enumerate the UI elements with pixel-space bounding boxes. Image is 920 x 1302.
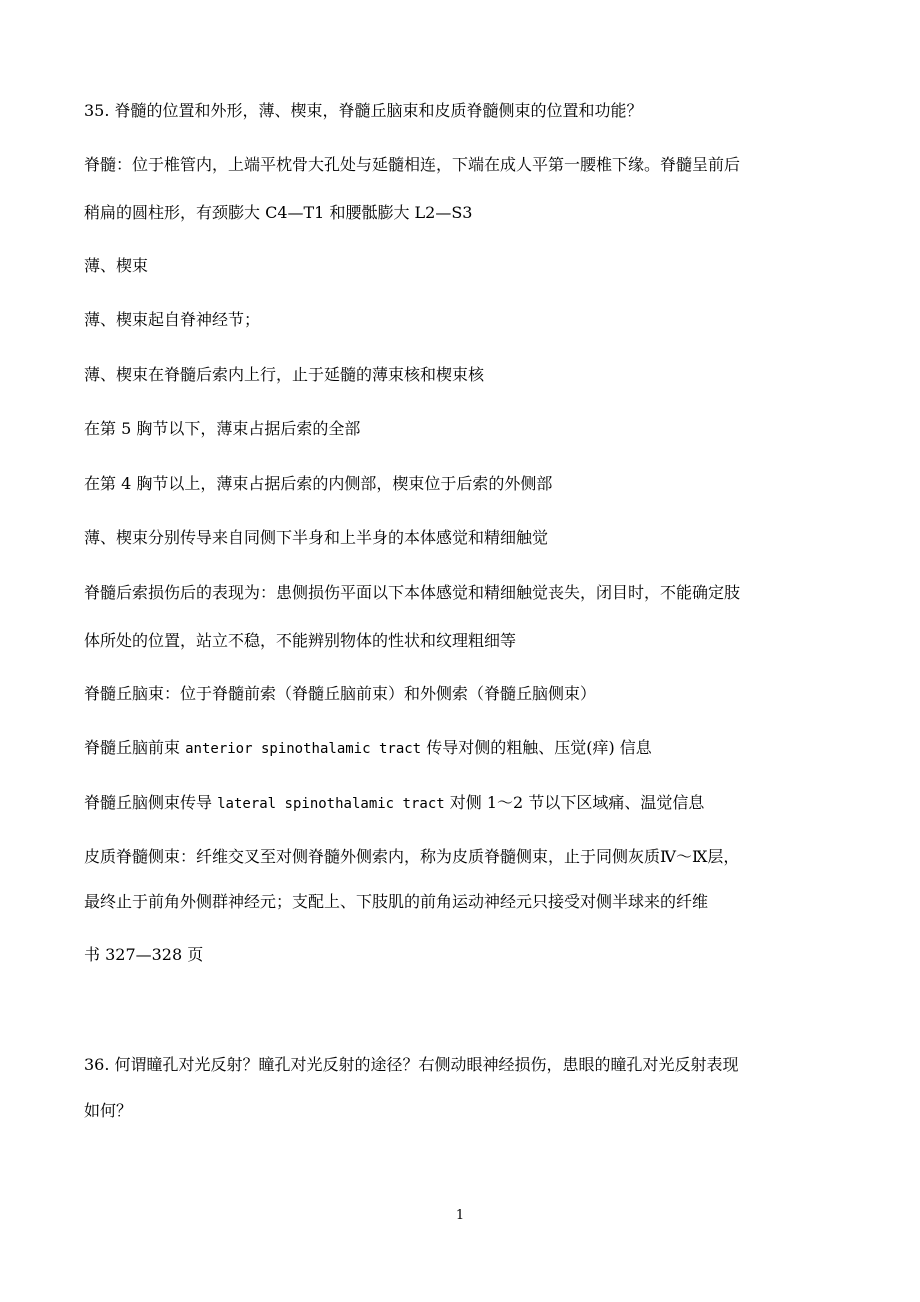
fasciculus-course: 薄、楔束在脊髓后索内上行，止于延髓的薄束核和楔束核 xyxy=(84,365,485,384)
corticospinal-description-line-1: 皮质脊髓侧束：纤维交叉至对侧脊髓外侧索内，称为皮质脊髓侧束，止于同侧灰质Ⅳ～Ⅸ层， xyxy=(84,847,740,866)
lateral-spinothalamic-line xyxy=(84,793,704,814)
textbook-page-reference: 书 327—328 页 xyxy=(84,945,204,964)
anterior-prefix: 脊髓丘脑前束 xyxy=(84,738,181,757)
question-36-title-line-2: 如何？ xyxy=(84,1101,133,1120)
anterior-suffix: 传导对侧的粗触、压觉(痒) 信息 xyxy=(426,738,652,757)
above-t4-note: 在第 4 胸节以上，薄束占据后索的内侧部，楔束位于后索的外侧部 xyxy=(84,474,553,493)
spinal-cord-description-line-2: 稍扁的圆柱形，有颈膨大 C4—T1 和腰骶膨大 L2—S3 xyxy=(84,203,473,222)
question-36-title-line-1: 36. 何谓瞳孔对光反射？瞳孔对光反射的途径？右侧动眼神经损伤，患眼的瞳孔对光反射表现 xyxy=(84,1055,739,1074)
fasciculus-function: 薄、楔束分别传导来自同侧下半身和上半身的本体感觉和精细触觉 xyxy=(84,528,549,547)
page-number: 1 xyxy=(455,1208,465,1223)
spinothalamic-description: 脊髓丘脑束：位于脊髓前索（脊髓丘脑前束）和外侧索（脊髓丘脑侧束） xyxy=(84,684,597,703)
fasciculus-heading: 薄、楔束 xyxy=(84,256,149,275)
lateral-prefix: 脊髓丘脑侧束传导 xyxy=(84,793,213,812)
lesion-description-line-1: 脊髓后索损伤后的表现为：患侧损伤平面以下本体感觉和精细触觉丧失，闭目时，不能确定肢 xyxy=(84,583,741,602)
spinal-cord-description-line-1: 脊髓：位于椎管内，上端平枕骨大孔处与延髓相连，下端在成人平第一腰椎下缘。脊髓呈前后 xyxy=(84,155,741,174)
lesion-description-line-2: 体所处的位置，站立不稳，不能辨别物体的性状和纹理粗细等 xyxy=(84,631,517,650)
fasciculus-origin: 薄、楔束起自脊神经节； xyxy=(84,310,261,329)
below-t5-note: 在第 5 胸节以下，薄束占据后索的全部 xyxy=(84,419,361,438)
lateral-english-term: lateral spinothalamic tract xyxy=(217,796,445,812)
anterior-english-term: anterior spinothalamic tract xyxy=(185,741,422,757)
anterior-spinothalamic-line xyxy=(84,738,652,759)
corticospinal-description-line-2: 最终止于前角外侧群神经元；支配上、下肢肌的前角运动神经元只接受对侧半球来的纤维 xyxy=(84,892,709,911)
lateral-suffix: 对侧 1～2 节以下区域痛、温觉信息 xyxy=(449,793,705,812)
question-35-title: 35. 脊髓的位置和外形，薄、楔束，脊髓丘脑束和皮质脊髓侧束的位置和功能？ xyxy=(84,101,643,120)
